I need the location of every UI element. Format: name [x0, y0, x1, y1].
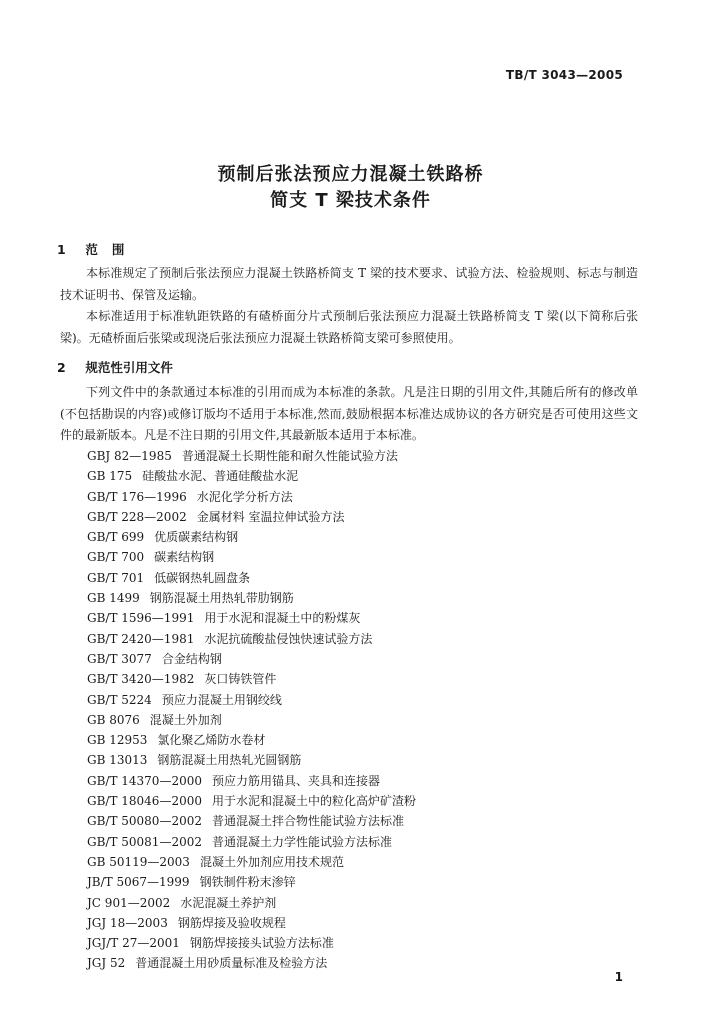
reference-item: [87, 750, 416, 770]
reference-code: GB 8076: [87, 712, 140, 727]
reference-title: 钢筋混凝土用热轧光圆钢筋: [157, 753, 302, 768]
reference-code: GB/T 50080—2002: [87, 814, 202, 829]
reference-item: [87, 933, 416, 953]
reference-code: GB 50119—2003: [87, 854, 190, 869]
reference-code: JB/T 5067—1999: [87, 875, 190, 890]
reference-title: 水泥混凝土养护剂: [180, 895, 277, 910]
reference-title: 钢筋混凝土用热轧带肋钢筋: [149, 591, 294, 606]
reference-code: JGJ 52: [87, 956, 126, 971]
reference-item: [87, 832, 416, 852]
reference-item: [87, 690, 416, 710]
reference-code: GB 13013: [87, 753, 148, 768]
reference-title: 普通混凝土用砂质量标准及检验方法: [135, 956, 328, 971]
reference-title: 钢筋焊接及验收规程: [177, 915, 286, 930]
reference-title: 低碳钢热轧圆盘条: [154, 570, 251, 585]
reference-item: [87, 446, 416, 466]
reference-code: GBJ 82—1985: [87, 449, 172, 463]
reference-title: 氯化聚乙烯防水卷材: [157, 733, 266, 748]
reference-title: 水泥化学分析方法: [196, 489, 293, 504]
reference-title: 优质碳素结构钢: [154, 530, 239, 545]
reference-code: GB/T 18046—2000: [87, 794, 202, 809]
reference-item: [87, 487, 416, 507]
reference-item: [87, 730, 416, 750]
reference-title: 用于水泥和混凝土中的粒化高炉矿渣粉: [211, 794, 416, 809]
reference-title: 普通混凝土长期性能和耐久性能试验方法: [181, 449, 398, 463]
reference-title: 碳素结构钢: [154, 550, 215, 565]
reference-title: 灰口铸铁管件: [204, 672, 277, 687]
reference-title: 普通混凝土拌合物性能试验方法标准: [211, 814, 404, 829]
reference-code: JGJ/T 27—2001: [87, 936, 180, 951]
reference-item: [87, 893, 416, 913]
reference-title: 混凝土外加剂应用技术规范: [199, 854, 344, 869]
reference-title: 预应力混凝土用钢绞线: [161, 692, 282, 707]
reference-item: [87, 527, 416, 547]
document-title-line-1: 预制后张法预应力混凝土铁路桥: [217, 164, 484, 185]
reference-code: GB/T 50081—2002: [87, 834, 202, 849]
reference-code: JC 901—2002: [87, 895, 171, 910]
reference-item: [87, 608, 416, 628]
reference-item: [87, 588, 416, 608]
section-2-number: 2: [57, 360, 66, 375]
reference-title: 钢筋焊接接头试验方法标准: [189, 936, 334, 951]
reference-item: [87, 913, 416, 933]
reference-item: [87, 710, 416, 730]
reference-item: [87, 547, 416, 567]
reference-item: [87, 791, 416, 811]
reference-title: 钢铁制件粉末渗锌: [199, 875, 296, 890]
reference-item: [87, 629, 416, 649]
reference-code: GB/T 3420—1982: [87, 672, 195, 687]
reference-title: 合金结构钢: [161, 651, 222, 666]
standard-code: TB/T 3043—2005: [505, 68, 623, 82]
reference-title: 混凝土外加剂: [149, 712, 222, 727]
reference-title: 用于水泥和混凝土中的粉煤灰: [204, 611, 361, 626]
reference-title: 预应力筋用锚具、夹具和连接器: [211, 773, 380, 788]
reference-title: 硅酸盐水泥、普通硅酸盐水泥: [142, 469, 299, 484]
reference-code: GB 12953: [87, 733, 148, 748]
section-2-title: 规范性引用文件: [85, 360, 173, 375]
reference-item: [87, 568, 416, 588]
reference-code: GB/T 228—2002: [87, 509, 187, 524]
reference-code: GB/T 5224: [87, 692, 152, 707]
reference-code: GB/T 14370—2000: [87, 773, 202, 788]
reference-title: 水泥抗硫酸盐侵蚀快速试验方法: [204, 631, 373, 646]
reference-code: GB/T 176—1996: [87, 489, 187, 504]
reference-item: [87, 872, 416, 892]
reference-code: GB/T 701: [87, 570, 145, 585]
reference-item: [87, 852, 416, 872]
reference-code: JGJ 18—2003: [87, 915, 168, 930]
reference-code: GB 175: [87, 469, 133, 484]
reference-item: [87, 669, 416, 689]
section-1-title: 范围: [85, 242, 139, 257]
section-1-paragraph-2: 本标准适用于标准轨距铁路的有碴桥面分片式预制后张法预应力混凝土铁路桥简支 T 梁(以下简称后张梁)。无碴桥面后张梁或现浇后张法预应力混凝土铁路桥简支梁可参照使用。: [60, 309, 638, 345]
reference-item: [87, 507, 416, 527]
reference-code: GB/T 2420—1981: [87, 631, 195, 646]
section-1-heading: [57, 240, 138, 258]
section-2-heading: [57, 358, 173, 376]
reference-code: GB/T 700: [87, 550, 145, 565]
reference-item: [87, 466, 416, 486]
section-1-paragraph-1: 本标准规定了预制后张法预应力混凝土铁路桥简支 T 梁的技术要求、试验方法、检验规则、标志与制造技术证明书、保管及运输。: [60, 266, 638, 302]
reference-item: [87, 811, 416, 831]
reference-title: 金属材料 室温拉伸试验方法: [196, 509, 345, 524]
reference-code: GB 1499: [87, 591, 140, 606]
section-1-number: 1: [57, 242, 66, 257]
reference-item: [87, 953, 416, 973]
document-title-line-2: 简支 T 梁技术条件: [270, 190, 431, 211]
reference-code: GB/T 1596—1991: [87, 611, 195, 626]
page-number: 1: [614, 970, 623, 984]
reference-list: [87, 446, 416, 974]
section-2-intro: 下列文件中的条款通过本标准的引用而成为本标准的条款。凡是注日期的引用文件,其随后所有的修改单(不包括勘误的内容)或修订版均不适用于本标准,然而,鼓励根据本标准达成协议的各方研究是否可使用这些文件的最新版本。凡是不注日期的引用文件,其最新版本适用于本标准。: [60, 385, 638, 442]
reference-code: GB/T 3077: [87, 651, 152, 666]
reference-code: GB/T 699: [87, 530, 145, 545]
reference-item: [87, 771, 416, 791]
reference-title: 普通混凝土力学性能试验方法标准: [211, 834, 392, 849]
reference-item: [87, 649, 416, 669]
